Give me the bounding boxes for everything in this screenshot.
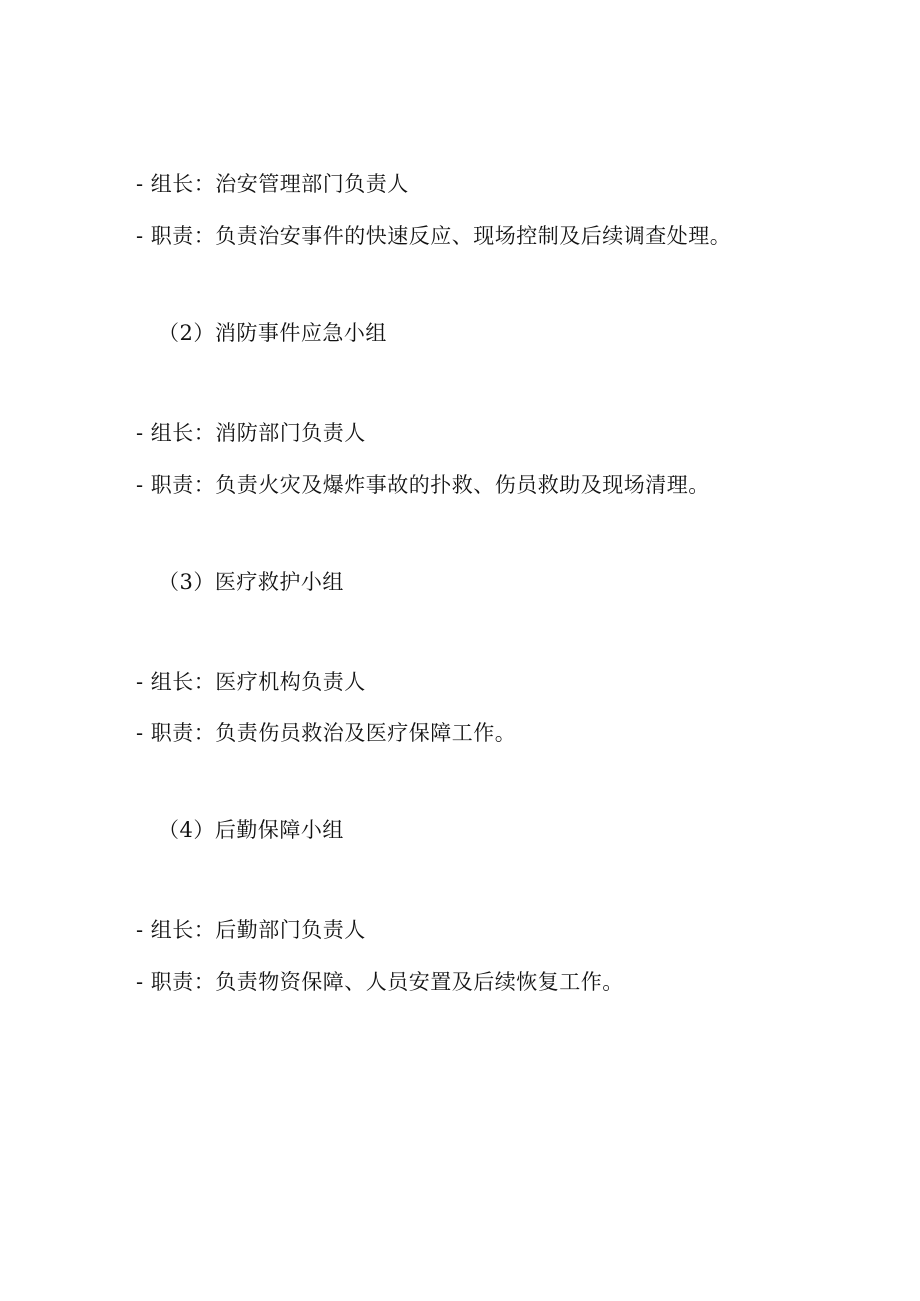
group3-heading: （3）医疗救护小组: [158, 570, 344, 594]
group4-duty-line: - 职责：负责物资保障、人员安置及后续恢复工作。: [136, 970, 624, 994]
group4-heading: （4）后勤保障小组: [158, 818, 344, 842]
group2-heading: （2）消防事件应急小组: [158, 321, 387, 345]
group2-leader-line: - 组长：消防部门负责人: [136, 421, 366, 445]
group2-duty-line: - 职责：负责火灾及爆炸事故的扑救、伤员救助及现场清理。: [136, 473, 710, 497]
group3-duty-line: - 职责：负责伤员救治及医疗保障工作。: [136, 721, 517, 745]
group1-duty-line: - 职责：负责治安事件的快速反应、现场控制及后续调查处理。: [136, 224, 732, 248]
group3-leader-line: - 组长：医疗机构负责人: [136, 670, 366, 694]
group4-leader-line: - 组长：后勤部门负责人: [136, 918, 366, 942]
group1-leader-line: - 组长：治安管理部门负责人: [136, 172, 409, 196]
